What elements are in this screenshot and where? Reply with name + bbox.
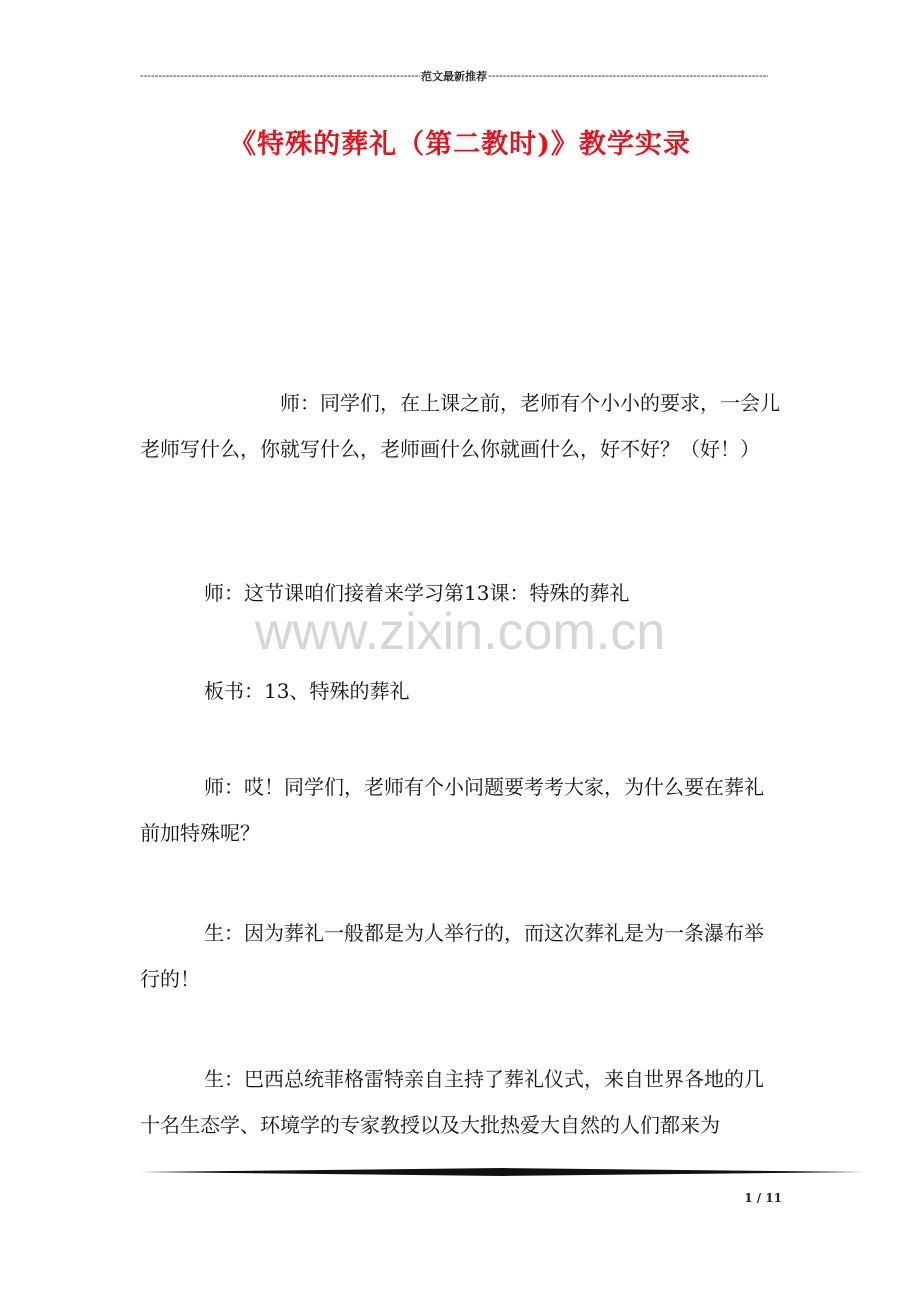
watermark: www.zixin.com.cn <box>254 603 666 661</box>
paragraph-2: 师：这节课咱们接着来学习第13课：特殊的葬礼 <box>204 581 630 605</box>
paragraph-5: 生：因为葬礼一般都是为人举行的，而这次葬礼是为一条瀑布举行的！ <box>140 921 764 991</box>
footer-rule <box>140 1167 864 1177</box>
header-dashes-left <box>140 70 420 82</box>
page-header <box>140 68 768 84</box>
document-title: 《特殊的葬礼（第二教时)》教学实录 <box>229 129 691 160</box>
page-number: 1 / 11 <box>744 1191 782 1205</box>
header-dashes-right <box>488 70 768 82</box>
paragraph-1: 师：同学们，在上课之前，老师有个小小的要求，一会儿老师写什么，你就写什么，老师画什么你就画什么，好不好？（好！） <box>140 391 780 461</box>
paragraph-3: 板书：13、特殊的葬礼 <box>204 679 410 703</box>
paragraph-4: 师：哎！同学们，老师有个小问题要考考大家，为什么要在葬礼前加特殊呢？ <box>140 775 764 845</box>
paragraph-6: 生：巴西总统菲格雷特亲自主持了葬礼仪式，来自世界各地的几十名生态学、环境学的专家教授以及大批热爱大自然的人们都来为 <box>140 1067 764 1137</box>
header-label: 范文最新推荐 <box>421 71 487 83</box>
